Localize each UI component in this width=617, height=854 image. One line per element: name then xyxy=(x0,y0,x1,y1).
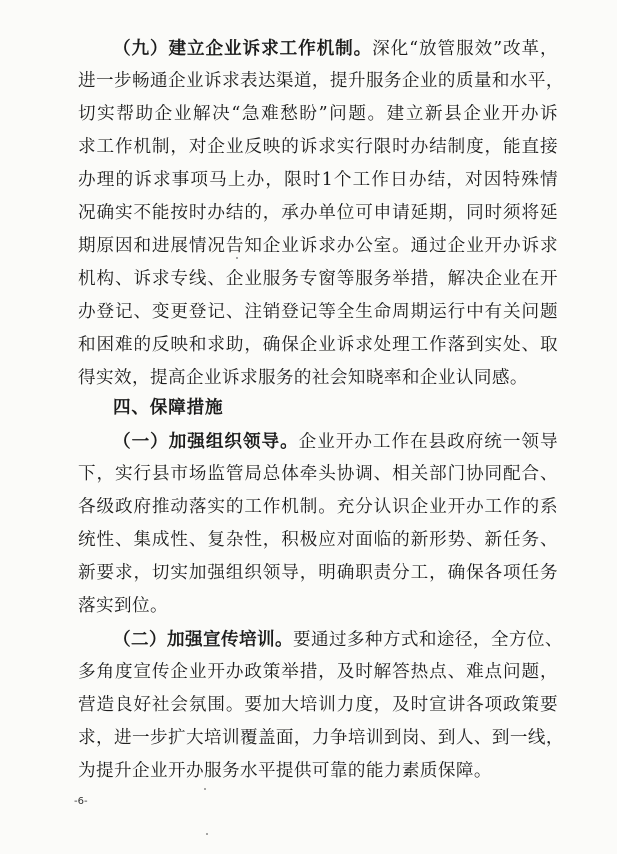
item2-first-line xyxy=(113,623,563,656)
paragraph-line: 求工作机制，对企业反映的诉求实行限时办结制度，能直接 xyxy=(78,137,558,157)
paragraph-line: 得实效，提高企业诉求服务的社会知晓率和企业认同感。 xyxy=(78,368,528,388)
section9-title: （九）建立企业诉求工作机制。 xyxy=(113,38,373,59)
paragraph-line: 切实帮助企业解决“急难愁盼”问题。建立新县企业开办诉 xyxy=(78,104,558,124)
item1-first-line xyxy=(113,425,558,458)
section-heading: 四、保障措施 xyxy=(113,398,224,418)
item1-first-line-text: 企业开办工作在县政府统一领导 xyxy=(298,432,558,452)
scan-speck xyxy=(206,833,208,835)
paragraph-line: 机构、诉求专线、企业服务专窗等服务举措，解决企业在开 xyxy=(78,269,558,289)
scan-speck xyxy=(204,788,206,790)
paragraph-line: 况确实不能按时办结的，承办单位可申请延期，同时须将延 xyxy=(78,203,558,223)
section9-first-line-text: 深化“放管服效”改革， xyxy=(372,39,559,59)
paragraph-line: 期原因和进展情况告知企业诉求办公室。通过企业开办诉求 xyxy=(78,236,558,256)
page-number: -6- xyxy=(74,796,88,807)
scan-speck xyxy=(236,257,238,259)
item2-title: （二）加强宣传培训。 xyxy=(113,629,293,650)
paragraph-line: 下，实行县市场监管局总体牵头协调、相关部门协同配合、 xyxy=(78,464,558,484)
paragraph-line: 求，进一步扩大培训覆盖面，力争培训到岗、到人、到一线， xyxy=(78,728,564,748)
paragraph-line: 营造良好社会氛围。要加大培训力度，及时宣讲各项政策要 xyxy=(78,695,558,715)
paragraph-line: 进一步畅通企业诉求表达渠道，提升服务企业的质量和水平， xyxy=(78,71,564,91)
paragraph-line: 和困难的反映和求助，确保企业诉求处理工作落到实处、取 xyxy=(78,335,558,355)
paragraph-line: 为提升企业开办服务水平提供可靠的能力素质保障。 xyxy=(78,761,492,781)
paragraph-line: 各级政府推动落实的工作机制。充分认识企业开办工作的系 xyxy=(78,497,558,517)
paragraph-line: 办登记、变更登记、注销登记等全生命周期运行中有关问题 xyxy=(78,302,558,322)
paragraph-line: 多角度宣传企业开办政策举措，及时解答热点、难点问题， xyxy=(78,662,558,682)
paragraph-line: 新要求，切实加强组织领导，明确职责分工，确保各项任务 xyxy=(78,563,558,583)
paragraph-line: 办理的诉求事项马上办，限时1个工作日办结，对因特殊情 xyxy=(78,170,558,190)
item1-title: （一）加强组织领导。 xyxy=(113,431,299,452)
item2-first-line-text: 要通过多种方式和途径，全方位、 xyxy=(292,630,563,650)
paragraph-line: 统性、集成性、复杂性，积极应对面临的新形势、新任务、 xyxy=(78,530,558,550)
paragraph-line: 落实到位。 xyxy=(78,596,168,616)
section9-first-line xyxy=(113,32,558,65)
